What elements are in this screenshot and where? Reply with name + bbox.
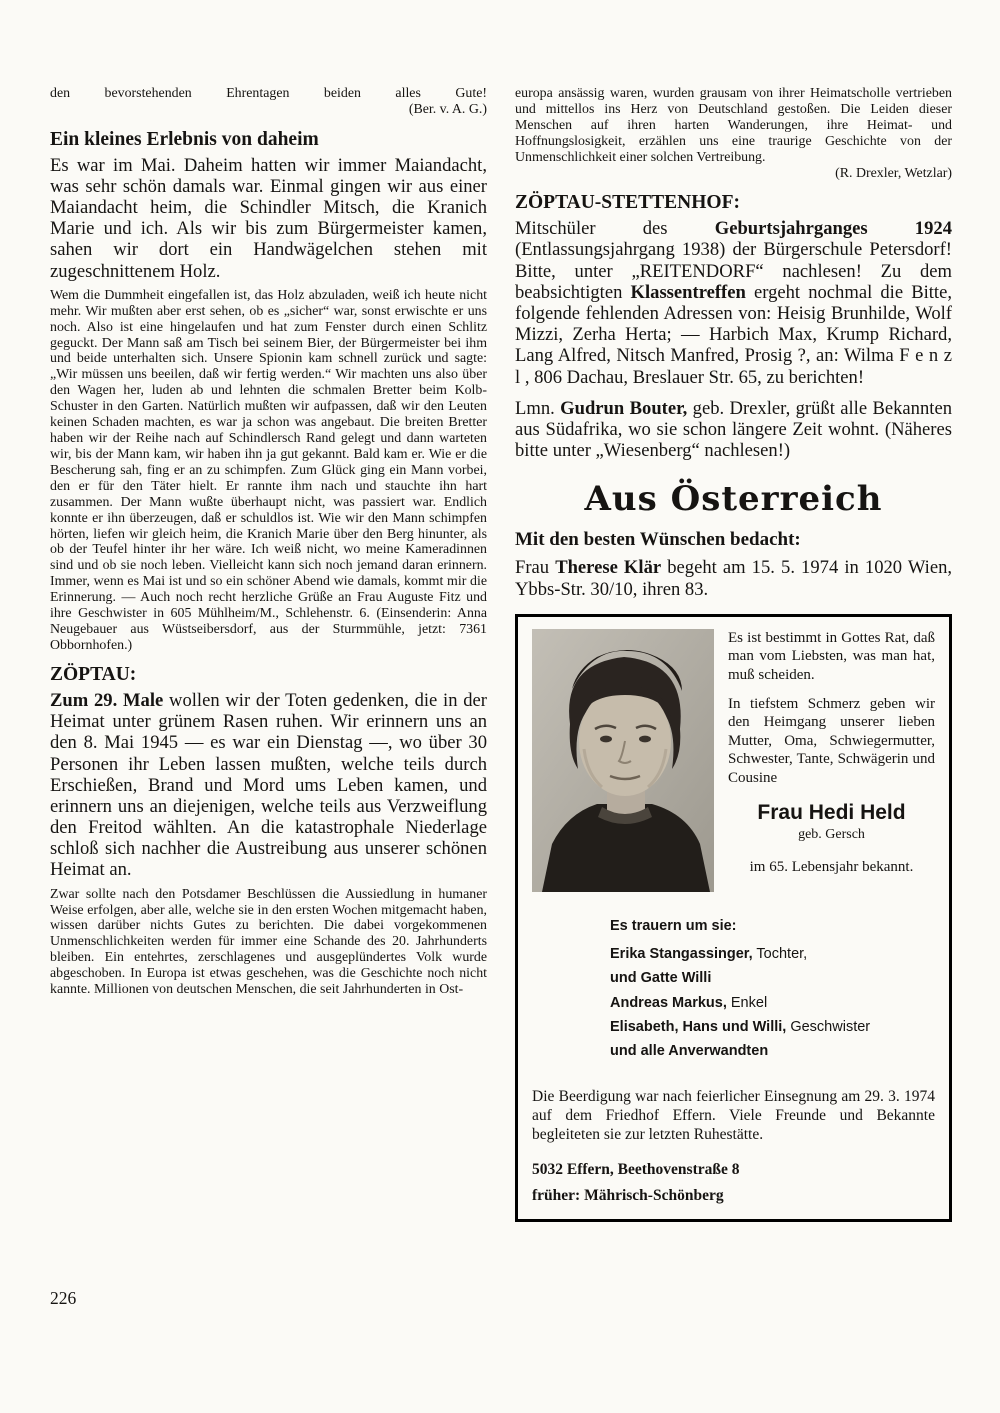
deceased-maiden-name: geb. Gersch	[798, 827, 865, 843]
portrait-photo-graphic	[532, 629, 714, 892]
story2-heading: ZÖPTAU:	[50, 663, 137, 685]
deceased-name: Frau Hedi Held	[757, 801, 906, 825]
continued-credit: (R. Drexler, Wetzlar)	[835, 165, 952, 181]
mourners-intro: Es trauern um sie:	[610, 917, 737, 934]
story1-heading: Ein kleines Erlebnis von daheim	[50, 128, 319, 150]
obituary-announcement: In tiefstem Schmerz geben wir den Heimgang unserer lieben Mutter, Oma, Schwiegermutter, Schwester, Tante, Schwägerin und Cousine	[728, 695, 935, 786]
burial-paragraph: Die Beerdigung war nach feierlicher Einsegnung am 29. 3. 1974 auf dem Friedhof Effern. Viele Freunde und Bekannte begleiteten sie zur letzten Ruhestätte.	[532, 1087, 935, 1144]
mourner-line: und Gatte Willi	[610, 970, 712, 987]
story1-lead: Es war im Mai. Daheim hatten wir immer Maiandacht, was sehr schön damals war. Einmal gingen wir aus einer Maiandacht heim, die Schindler Mitsch, die Kranich Marie und ich. Als wir bis zum Bürgermeister kamen, sahen wir dort ein Handwägelchen stehen mit zugeschnittenem Holz.	[50, 154, 487, 282]
mourner-line: Elisabeth, Hans und Willi, Geschwister	[610, 1018, 871, 1035]
deceased-age-line: im 65. Lebensjahr bekannt.	[749, 859, 914, 876]
left-column	[50, 86, 487, 998]
story2-lead: Zum 29. Male wollen wir der Toten gedenken, die in der Heimat unter grünem Rasen ruhen. Wir erinnern uns an den 8. Mai 1945 — es war ein Dienstag —, wo über 30 Personen ihr Leben lassen mußten, welche teils durch Erschießen, Brand und Mord ums Leben kamen, und erinnern uns an diejenigen, welche teils aus Verzweiflung den Freitod wählten. An die katastrophale Niederlage schloß sich nachher die Austreibung aus unserer schönen Heimat an.	[50, 689, 487, 881]
intro-credit: (Ber. v. A. G.)	[408, 101, 487, 117]
mourners-block	[610, 918, 935, 1061]
austria-subheading: Mit den besten Wünschen bedacht:	[515, 529, 801, 551]
right-column	[515, 86, 952, 1222]
stettenhof-paragraph-1: Mitschüler des Geburtsjahrganges 1924 (Entlassungsjahrgang 1938) der Bürgerschule Petersdorf! Bitte, unter „REITENDORF“ nachlesen! Zu dem beabsichtigten Klassentreffen ergeht nochmal die Bitte, folgende fehlenden Adressen von: Heisig Brunhilde, Wolf Mizzi, Zerha Herta; — Harbich Max, Krump Richard, Lang Alfred, Nitsch Manfred, Prosig ?, an: Wilma F e n z l , 806 Dachau, Breslauer Str. 65, zu berichten!	[515, 218, 952, 388]
obituary-notice	[515, 614, 952, 1222]
mourner-line: und alle Anverwandten	[610, 1043, 769, 1060]
former-residence: früher: Mährisch-Schönberg	[532, 1186, 724, 1204]
austria-birthday-line: Frau Therese Klär begeht am 15. 5. 1974 in 1020 Wien, Ybbs-Str. 30/10, ihren 83.	[515, 557, 953, 600]
obituary-verse: Es ist bestimmt in Gottes Rat, daß man vom Liebsten, was man hat, muß scheiden.	[728, 629, 935, 683]
continued-paragraph: europa ansässig waren, wurden grausam von ihrer Heimatscholle vertrieben und mittellos ins Herz von Deutschland gestoßen. Die Leiden dieser Menschen auf ihren harten Wanderungen, ihre Heimat- und Hoffnungslosigkeit, erzählen uns eine traurige Geschichte von der Unmenschlichkeit einer solchen Vertreibung.	[515, 86, 952, 165]
story1-body: Wem die Dummheit eingefallen ist, das Holz abzuladen, weiß ich heute nicht mehr. Wir mußten aber erst sehen, ob es „sicher“ war, sonst erwischte er uns noch. Also ist eine hingelaufen und hat zum Fenster durch einen Schlitz geguckt. Der Mann saß am Tisch bei seinem Bier, der Bürgermeister bei ihm und beide unterhalten sich. Unsere Spionin kam schnell zurück und sagte: „Wir müssen uns beeilen, daß wir fertig werden.“ Wir machten uns also über den Wagen her, luden ab und lehnten die schmalen Bretter beim Kolb-Schuster in den Garten. Natürlich mußten wir aufpassen, daß wir den Leuten keinen Schaden machten, es war ja schon was angebaut. Die breiten Bretter haben wir der Reihe nach auf Schindlersch Rand gelegt und dann warteten wir, bis der Mann kam, wir haben ihn ja gut gekannt. Bald kam er. Wie er die Bescherung sah, fing er an zu schimpfen. Zum Glück ging ein Mann vorbei, den er für den Täter hielt. Er rannte ihm nach und stauchte ihn hart zusammen. Der Mann wußte überhaupt nicht, was passiert war. Endlich konnte er ihn überzeugen, daß er schuldlos ist. Wie wir den Mann schimpfen hörten, liefen wir gleich heim, die Kranich Marie über den Berg hinunter, als ob der Teufel hinter ihr her wäre. Ich weiß nicht, wo meine Kameradinnen sind und ob sie noch leben. Vielleicht kann sich noch jemand daran erinnern. Immer, wenn es Mai ist und so ein schöner Abend wie damals, kommt mir die Erinnerung. — Auch noch recht herzliche Grüße an Frau Auguste Fitz und ihre Geschwister in 605 Mühlheim/M., Schlehenstr. 6. (Einsenderin: Anna Neugebauer aus Wüstseibersdorf, aus der Sturmmühle, jetzt: 7361 Obbornhofen.)	[50, 287, 487, 654]
page-number: 226	[50, 1288, 77, 1308]
stettenhof-heading: ZÖPTAU-STETTENHOF:	[515, 192, 741, 214]
intro-line: den bevorstehenden Ehrentagen beiden alles Gute!	[50, 86, 487, 101]
austria-section-heading: Aus Österreich	[584, 479, 883, 520]
obituary-top-row	[532, 629, 935, 892]
portrait-photo	[532, 629, 714, 892]
deceased-address: 5032 Effern, Beethovenstraße 8	[532, 1160, 740, 1178]
mourner-line: Andreas Markus, Enkel	[610, 994, 768, 1011]
obituary-text-block	[728, 629, 935, 892]
mourner-line: Erika Stangassinger, Tochter,	[610, 945, 808, 962]
stettenhof-paragraph-2: Lmn. Gudrun Bouter, geb. Drexler, grüßt alle Bekannten aus Südafrika, wo sie schon längere Zeit wohnt. (Näheres bitte unter „Wiesenberg“ nachlesen!)	[515, 397, 952, 462]
story2-body: Zwar sollte nach den Potsdamer Beschlüssen die Aussiedlung in humaner Weise erfolgen, aber alle, welche sie in den ersten Wochen mitgemacht haben, wissen darüber nichts Gutes zu berichten. Die dabei vorgekommenen Unmenschlichkeiten werden für immer eine Schande des 20. Jahrhunderts bleiben. Ein entehrtes, zerschlagenes und ausgeplündertes Volk wurde abgeschoben. In Europa ist etwas geschehen, was die Geschichte noch nicht kannte. Millionen von deutschen Menschen, die seit Jahrhunderten in Ost-	[50, 886, 487, 998]
